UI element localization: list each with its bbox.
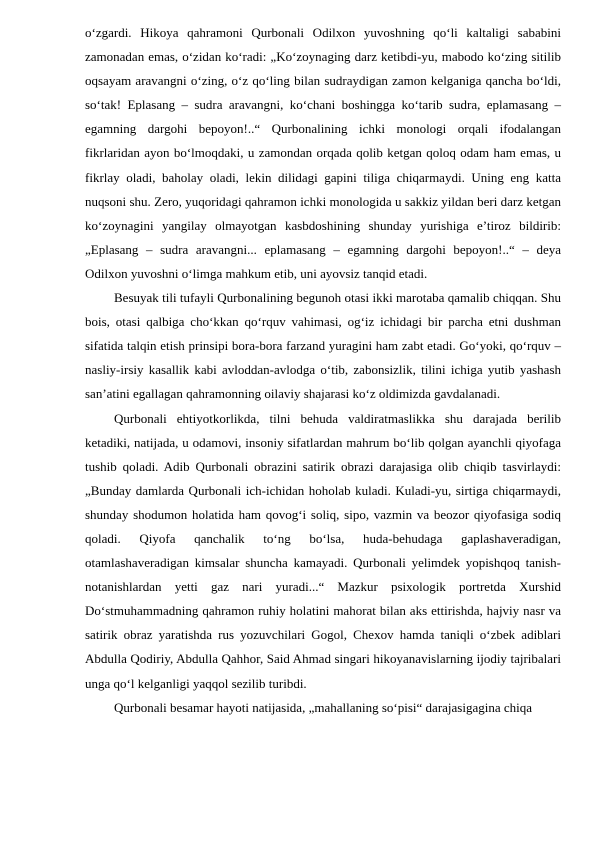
paragraph-father-imprisonment: Besuyak tili tufayli Qurbonalining begunoh otasi ikki marotaba qamalib chiqqan. Shu bois, otasi qalbiga cho‘kkan qo‘rquv vahimasi, og‘iz ichidagi bir parcha etni dushman sifatida talqin etish prinsipi bora-bora farzand yuragini ham zabt etadi. Go‘yoki, qo‘rquv – nasliy-irsiy kasallik kabi avloddan-avlodga o‘tib, zabonsizlik, tilini ichiga yutib yashash san’atini egallagan qahramonning oilaviy shajarasi ko‘z oldimizda gavdalanadi. [85, 290, 561, 402]
document-page [85, 21, 561, 720]
paragraph-satirical-portrait: Qurbonali ehtiyotkorlikda, tilni behuda valdiratmaslikka shu darajada berilib ketadiki, natijada, u odamovi, insoniy sifatlardan mahrum bo‘lib qolgan ayanchli qiyofaga tushib qoladi. Adib Qurbonali obrazini satirik obrazi darajasiga olib chiqib tasvirlaydi: „Bunday damlarda Qurbonali ich-ichidan hoholab kuladi. Kuladi-yu, sirtiga chiqarmaydi, shunday shodumon holatida ham qovog‘i soliq, sipo, vazmin va beozor qiyofasiga sodiq qoladi. Qiyofa qanchalik to‘ng bo‘lsa, huda-behudaga gaplashaveradigan, otamlashaveradigan kimsalar shuncha kamayadi. Qurbonali yelimdek yopishqoq tanish-notanishlardan yetti gaz nari yuradi...“ Mazkur psixologik portretda Xurshid Do‘stmuhammadning qahramon ruhiy holatini mahorat bilan aks ettirishda, hajviy nasr va satirik obraz yaratishda rus yozuvchilari Gogol, Chexov hamda taniqli o‘zbek adiblari Abdulla Qodiriy, Abdulla Qahhor, Said Ahmad singari hikoyanavislarning ijodiy tajribalari unga qo‘l kelganligi yaqqol sezilib turibdi. [85, 410, 561, 691]
paragraph-continuation: o‘zgardi. Hikoya qahramoni Qurbonali Odilxon yuvoshning qo‘li kaltaligi sababini zamonadan emas, o‘zidan ko‘radi: „Ko‘zoynaging darz ketibdi-yu, mabodo ko‘zing sitilib oqsayam aravangni o‘zing, o‘z qo‘ling bilan sudraydigan zamon kelganiga qancha bo‘ldi, so‘tak! Eplasang – sudra aravangni, ko‘chani boshingga ko‘tarib sudra, eplamasang – egamning dargohi bepoyon!..“ Qurbonalining ichki monologi orqali ifodalangan fikrlaridan ayon bo‘lmoqdaki, u zamondan orqada qolib ketgan qoloq odam ham emas, u fikrlay oladi, baholay oladi, lekin dilidagi gapini tiliga chiqarmaydi. Uning eng katta nuqsoni shu. Zero, yuqoridagi qahramon ichki monologida u sakkiz yildan beri darz ketgan ko‘zoynagini yangilay olmayotgan kasbdoshining shunday yurishiga e’tiroz bildirib: „Eplasang – sudra aravangni... eplamasang – egamning dargohi bepoyon!..“ – deya Odilxon yuvoshni o‘limga mahkum etib, uni ayovsiz tanqid etadi. [85, 25, 561, 281]
paragraph-neighborhood-sopi: Qurbonali besamar hayoti natijasida, „mahallaning so‘pisi“ darajasigagina chiqa [114, 699, 533, 715]
